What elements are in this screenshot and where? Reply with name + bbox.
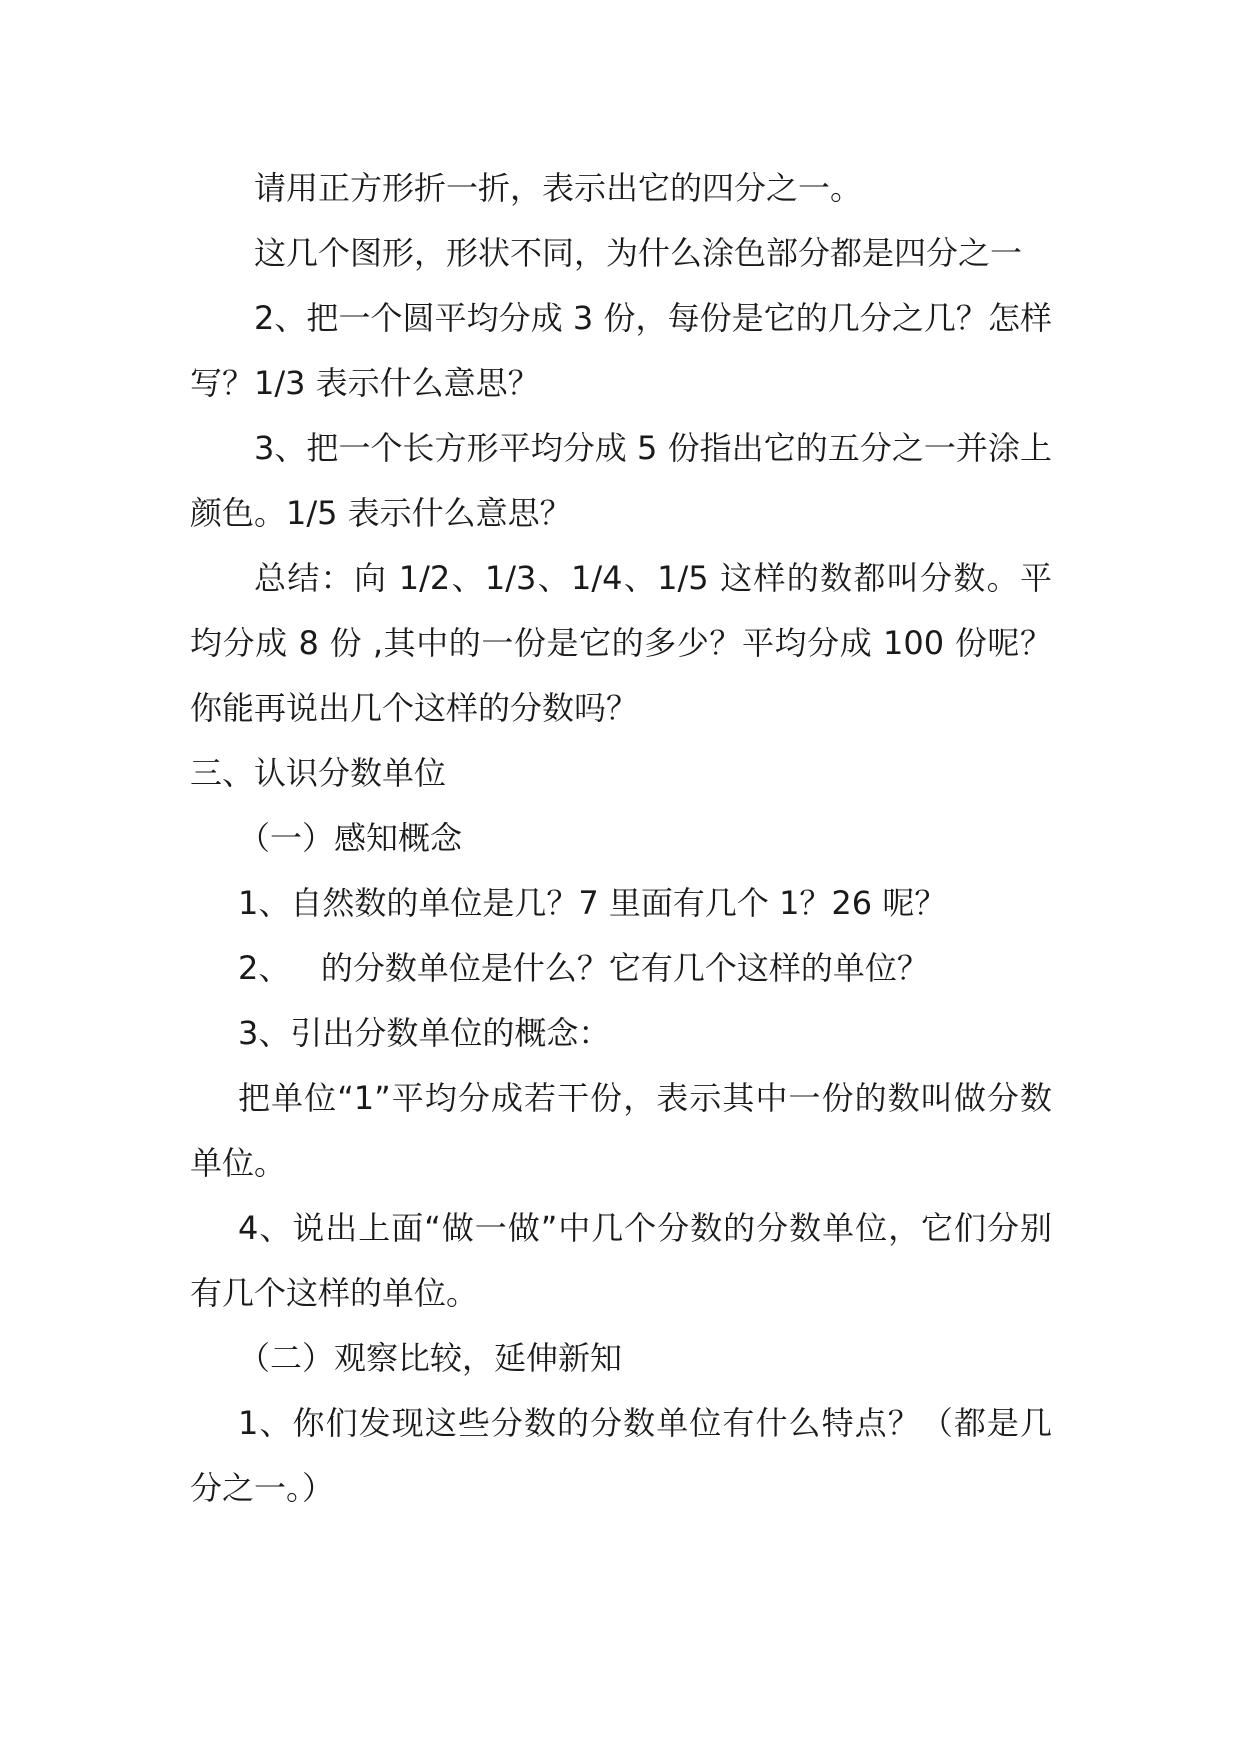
subheading-two: （二）观察比较，延伸新知 — [238, 1339, 623, 1377]
paragraph-natural-unit: 1、自然数的单位是几？7 里面有几个 1？26 呢？ — [238, 884, 947, 922]
paragraph-fold-square: 请用正方形折一折，表示出它的四分之一。 — [254, 169, 863, 207]
paragraph-introduce-concept: 3、引出分数单位的概念： — [238, 1014, 611, 1052]
document-body — [190, 156, 1052, 1521]
subheading-one: （一）感知概念 — [238, 819, 463, 857]
paragraph-summary: 总结：向 1/2、1/3、1/4、1/5 这样的数都叫分数。平均分成 8 份 ,其中的一份是它的多少？平均分成 100 份呢？你能再说出几个这样的分数吗？ — [190, 559, 1052, 727]
paragraph-rectangle-fifths: 3、把一个长方形平均分成 5 份指出它的五分之一并涂上颜色。1/5 表示什么意思？ — [190, 429, 1052, 532]
paragraph-why-quarter: 这几个图形，形状不同，为什么涂色部分都是四分之一 — [254, 234, 1023, 272]
section-heading-three: 三、认识分数单位 — [190, 754, 447, 792]
paragraph-circle-thirds: 2、把一个圆平均分成 3 份，每份是它的几分之几？怎样写？1/3 表示什么意思？ — [190, 299, 1052, 402]
paragraph-features: 1、你们发现这些分数的分数单位有什么特点？（都是几分之一。） — [190, 1404, 1052, 1507]
paragraph-do-it: 4、说出上面“做一做”中几个分数的分数单位，它们分别有几个这样的单位。 — [190, 1209, 1052, 1312]
paragraph-fraction-unit-question: 2、 的分数单位是什么？它有几个这样的单位？ — [238, 949, 929, 987]
paragraph-definition: 把单位“1”平均分成若干份，表示其中一份的数叫做分数单位。 — [190, 1079, 1052, 1182]
